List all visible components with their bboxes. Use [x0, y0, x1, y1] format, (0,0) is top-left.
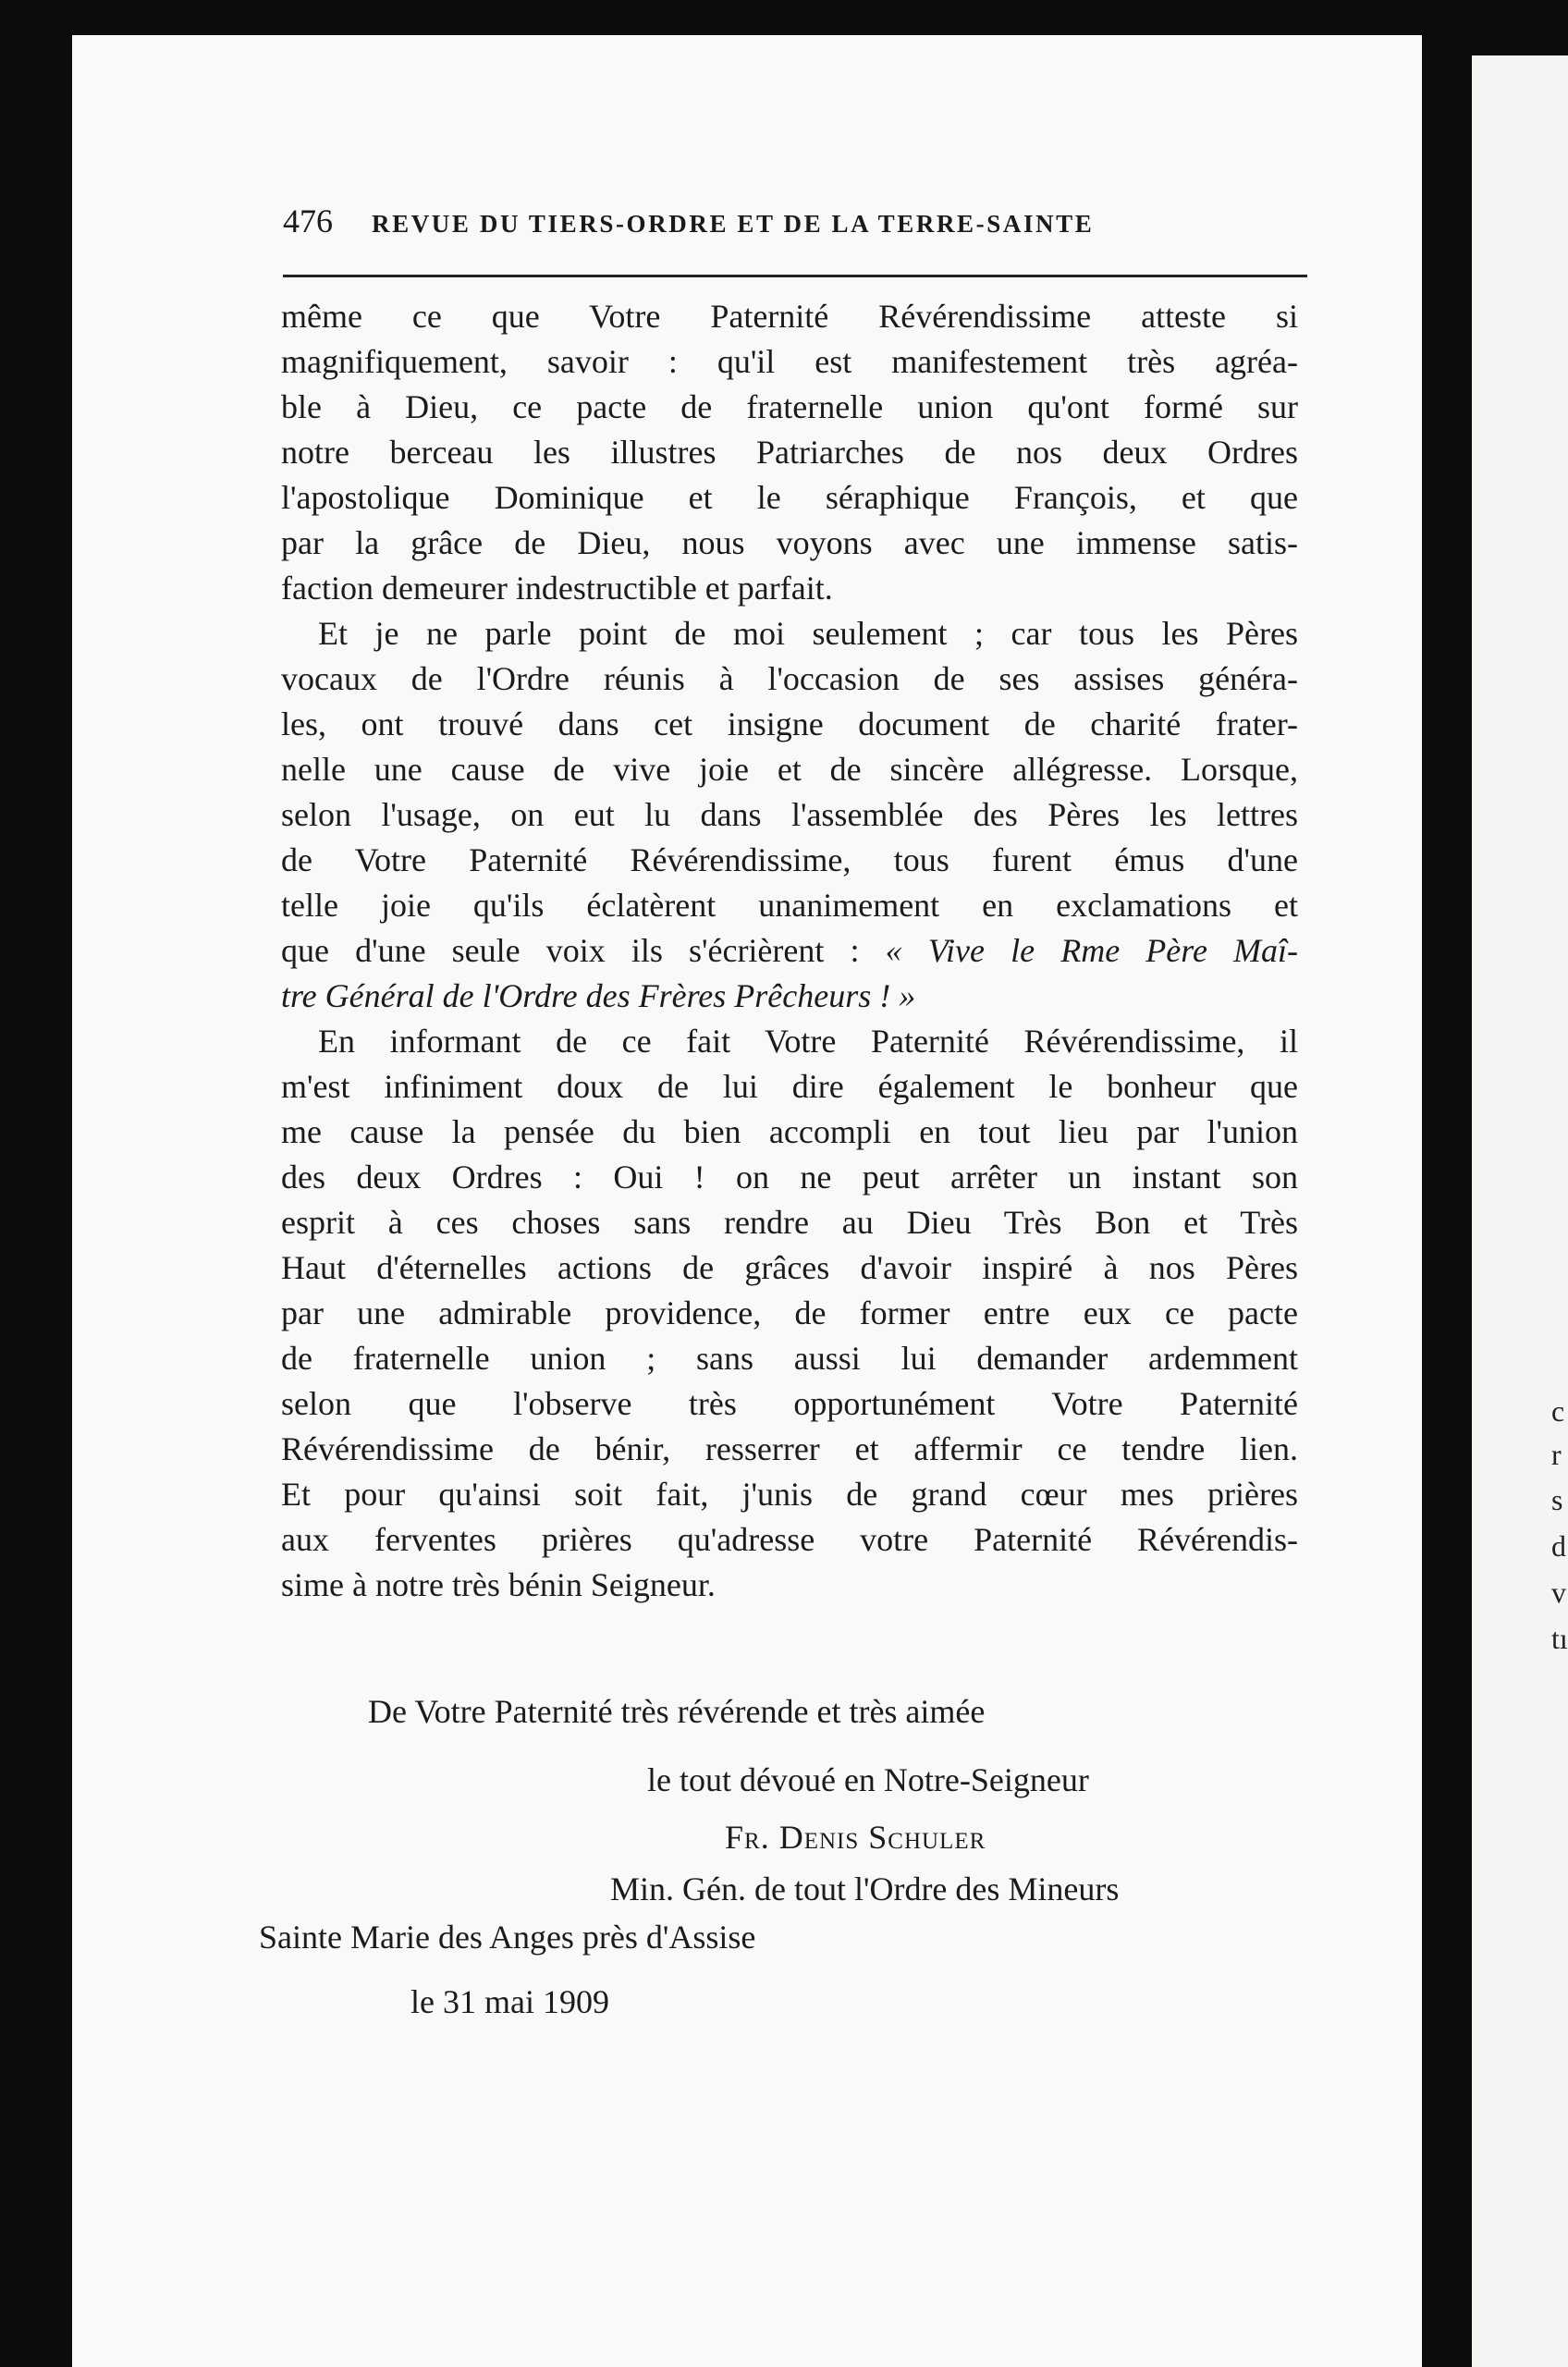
adjacent-page-fragment: r — [1551, 1438, 1562, 1471]
text-line: Et je ne parle point de moi seulement ; car tous les Pères — [318, 615, 1298, 652]
text-line: selon que l'observe très opportunément Votre Paternité — [281, 1385, 1298, 1422]
text-line: par une admirable providence, de former entre eux ce pacte — [281, 1294, 1298, 1331]
page-number: 476 — [283, 202, 333, 239]
text-line: telle joie qu'ils éclatèrent unanimement en exclamations et — [281, 887, 1298, 924]
text-line: les, ont trouvé dans cet insigne document de charité frater- — [281, 705, 1298, 742]
text-line: Et pour qu'ainsi soit fait, j'unis de grand cœur mes prières — [281, 1476, 1298, 1513]
header-rule — [283, 275, 1307, 277]
text-line: vocaux de l'Ordre réunis à l'occasion de ses assises généra- — [281, 660, 1298, 697]
text-line: faction demeurer indestructible et parfait. — [281, 570, 833, 607]
closing-salutation: De Votre Paternité très révérende et très aimée — [368, 1693, 986, 1730]
text-line: esprit à ces choses sans rendre au Dieu Très Bon et Très — [281, 1204, 1298, 1241]
adjacent-page-fragment: c — [1551, 1394, 1565, 1428]
adjacent-page-fragment: s — [1551, 1483, 1563, 1516]
text-line: Révérendissime de bénir, resserrer et affermir ce tendre lien. — [281, 1430, 1298, 1467]
text-line: de fraternelle union ; sans aussi lui demander ardemment — [281, 1340, 1298, 1377]
signatory-title: Min. Gén. de tout l'Ordre des Mineurs — [610, 1870, 1120, 1907]
text-line: des deux Ordres : Oui ! on ne peut arrêter un instant son — [281, 1159, 1298, 1196]
adjacent-page-fragment: d — [1551, 1529, 1566, 1563]
text-line: de Votre Paternité Révérendissime, tous furent émus d'une — [281, 841, 1298, 878]
running-title: REVUE DU TIERS-ORDRE ET DE LA TERRE-SAINTE — [372, 210, 1095, 238]
adjacent-page-edge — [1472, 55, 1568, 2367]
text-line: En informant de ce fait Votre Paternité Révérendissime, il — [318, 1023, 1298, 1060]
text-line: magnifiquement, savoir : qu'il est manifestement très agréa- — [281, 343, 1298, 380]
text-line — [281, 928, 1298, 974]
signature-name: Fr. Denis Schuler — [725, 1819, 986, 1856]
text-line: nelle une cause de vive joie et de sincère allégresse. Lorsque, — [281, 751, 1298, 788]
text-line: notre berceau les illustres Patriarches de nos deux Ordres — [281, 434, 1298, 471]
text-line: aux ferventes prières qu'adresse votre Paternité Révérendis- — [281, 1521, 1298, 1558]
date-line: le 31 mai 1909 — [410, 1983, 609, 2020]
text-line: selon l'usage, on eut lu dans l'assemblée des Pères les lettres — [281, 796, 1298, 833]
text-line: même ce que Votre Paternité Révérendissime atteste si — [281, 298, 1298, 335]
text-line: par la grâce de Dieu, nous voyons avec une immense satis- — [281, 524, 1298, 561]
italic-quote-line: tre Général de l'Ordre des Frères Prêcheurs ! » — [281, 977, 916, 1014]
adjacent-page-fragment: v — [1551, 1576, 1566, 1609]
text-segment: que d'une seule voix ils s'écrièrent : — [281, 932, 860, 969]
adjacent-page-fragment: tı — [1551, 1622, 1568, 1655]
text-line: l'apostolique Dominique et le séraphique François, et que — [281, 479, 1298, 516]
text-line: me cause la pensée du bien accompli en tout lieu par l'union — [281, 1113, 1298, 1150]
italic-quote: « Vive le Rme Père Maî- — [885, 932, 1299, 969]
text-line: m'est infiniment doux de lui dire également le bonheur que — [281, 1068, 1298, 1105]
text-line: ble à Dieu, ce pacte de fraternelle union qu'ont formé sur — [281, 388, 1298, 425]
running-header — [283, 202, 1309, 240]
closing-devoted: le tout dévoué en Notre-Seigneur — [647, 1761, 1089, 1798]
text-line: sime à notre très bénin Seigneur. — [281, 1566, 716, 1603]
text-line: Haut d'éternelles actions de grâces d'avoir inspiré à nos Pères — [281, 1249, 1298, 1286]
place-line: Sainte Marie des Anges près d'Assise — [259, 1919, 756, 1956]
letter-body — [281, 294, 1298, 1608]
